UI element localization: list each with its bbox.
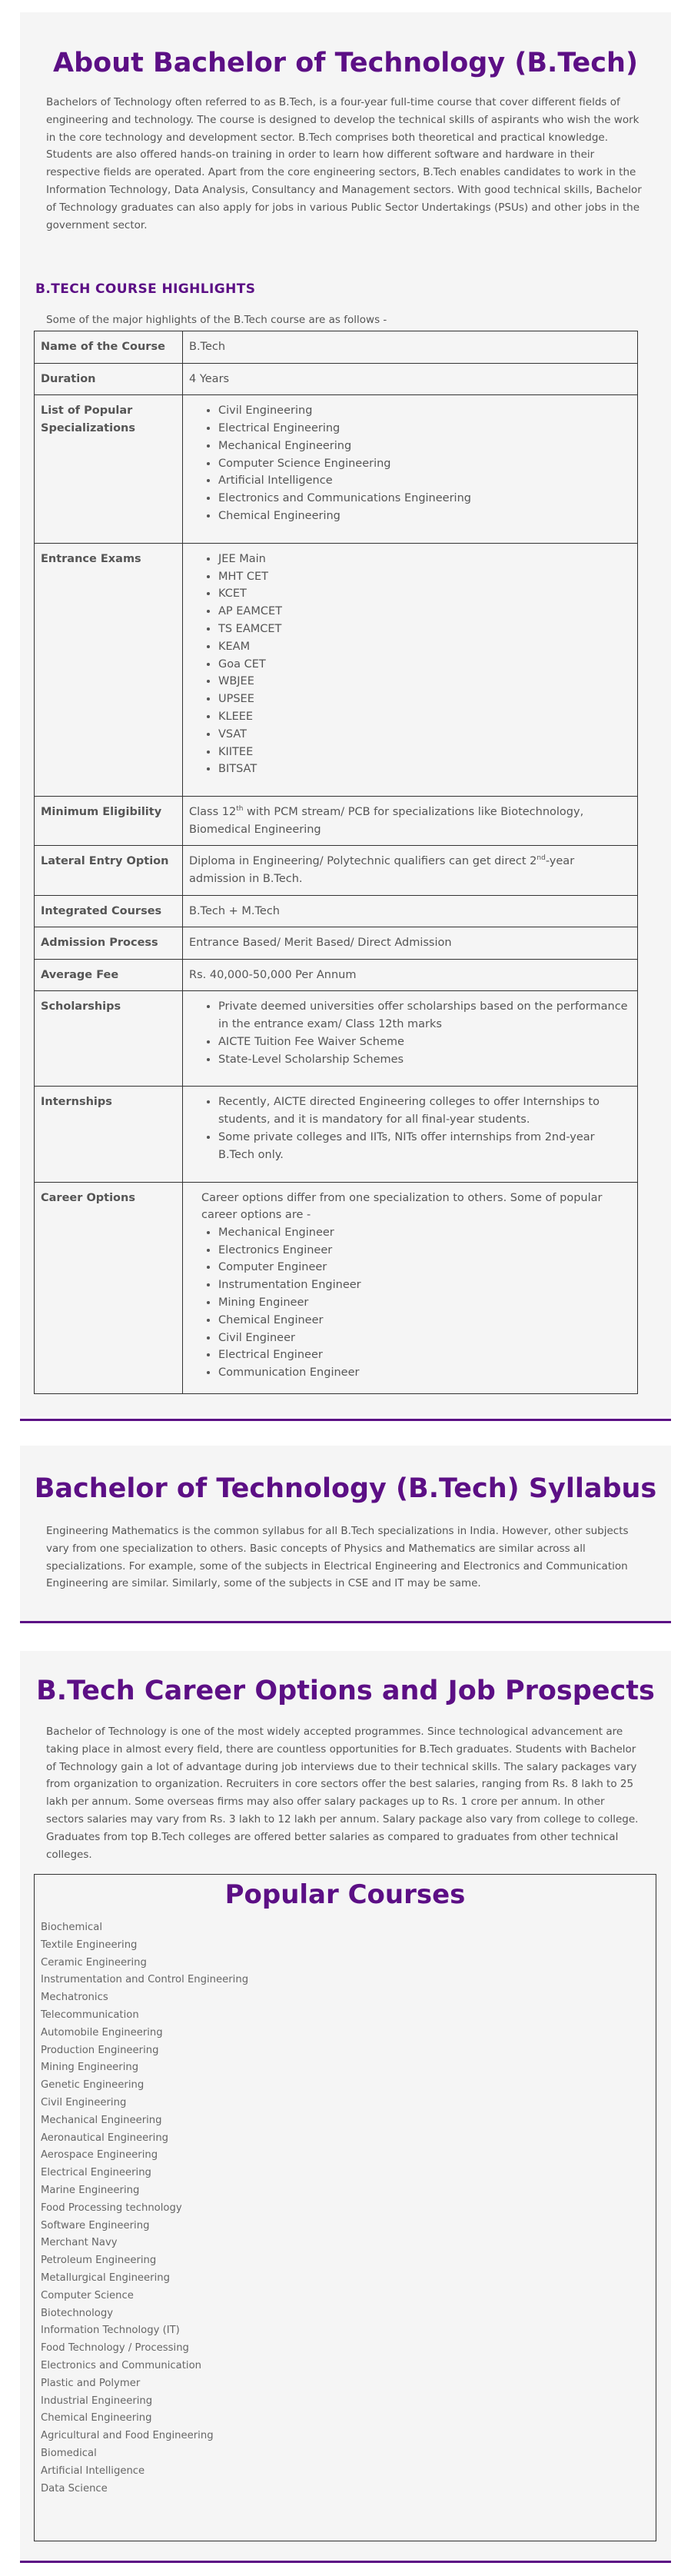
row-value-entrance-exams: [183, 543, 638, 796]
list-item: • Electrical Engineer: [218, 1346, 631, 1364]
table-row: [35, 846, 638, 895]
course-link[interactable]: Ceramic Engineering: [41, 1956, 147, 1969]
table-row: [35, 991, 638, 1087]
course-link[interactable]: Mechatronics: [41, 1992, 108, 2004]
course-link[interactable]: Instrumentation and Control Engineering: [41, 1974, 249, 1986]
list-item: • JEE Main: [218, 551, 631, 568]
course-link[interactable]: Textile Engineering: [41, 1939, 138, 1951]
list-item: • Some private colleges and IITs, NITs offer internships from 2nd-year B.Tech only.: [218, 1129, 631, 1164]
list-item: • TS EAMCET: [218, 621, 631, 638]
row-value-eligibility: [183, 797, 638, 846]
course-link[interactable]: Food Technology / Processing: [41, 2342, 189, 2355]
about-title: About Bachelor of Technology (B.Tech): [53, 48, 638, 78]
row-label-entrance-exams: Entrance Exams: [35, 543, 183, 796]
row-label-integrated: Integrated Courses: [35, 895, 183, 927]
list-item: • Electronics Engineer: [218, 1242, 631, 1260]
table-row: [35, 1182, 638, 1393]
row-label-scholarships: Scholarships: [35, 991, 183, 1087]
list-item: • MHT CET: [218, 568, 631, 586]
course-link[interactable]: Mechanical Engineering: [41, 2114, 162, 2126]
course-link[interactable]: Marine Engineering: [41, 2184, 140, 2196]
internships-list: [189, 1093, 631, 1163]
course-link[interactable]: Merchant Navy: [41, 2237, 118, 2249]
course-link[interactable]: Automobile Engineering: [41, 2026, 163, 2039]
course-link[interactable]: Food Processing technology: [41, 2202, 182, 2214]
list-item: • KIITEE: [218, 744, 631, 761]
course-link[interactable]: Industrial Engineering: [41, 2395, 153, 2407]
section-divider: [20, 2561, 671, 2563]
row-value-career-options: [183, 1182, 638, 1393]
table-row: [35, 797, 638, 846]
list-item: • Civil Engineering: [218, 402, 631, 420]
list-item: • Mining Engineer: [218, 1294, 631, 1312]
list-item: • Instrumentation Engineer: [218, 1276, 631, 1294]
row-value-fee: Rs. 40,000-50,000 Per Annum: [183, 959, 638, 991]
row-value-course-name: B.Tech: [183, 331, 638, 364]
popular-courses-box: [34, 1874, 656, 2541]
section-divider: [20, 1419, 671, 1421]
lateral-text-b: -year admission in B.Tech.: [189, 855, 575, 885]
list-item: • Civil Engineer: [218, 1330, 631, 1347]
course-link[interactable]: Information Technology (IT): [41, 2325, 180, 2337]
course-link[interactable]: Production Engineering: [41, 2044, 159, 2056]
row-value-scholarships: [183, 991, 638, 1087]
syllabus-paragraph: Engineering Mathematics is the common syllabus for all B.Tech specializations in India. However, other subjects vary from one specialization to others. Basic concepts of Physics and Mathematics are similar across all specializations. For example, some of the subjects in Electrical Engineering and Electronics and Communication Engineering are similar. Similarly, some of the subjects in CSE and IT may be same.: [46, 1525, 629, 1590]
course-link[interactable]: Biochemical: [41, 1922, 103, 1933]
scholarships-list: [189, 998, 631, 1068]
course-link[interactable]: Aeronautical Engineering: [41, 2132, 169, 2144]
row-value-integrated: B.Tech + M.Tech: [183, 895, 638, 927]
row-label-career-options: Career Options: [35, 1182, 183, 1393]
table-row: [35, 331, 638, 364]
list-item: • Goa CET: [218, 656, 631, 674]
list-item: • Computer Engineer: [218, 1259, 631, 1276]
list-item: • Electronics and Communications Engineering: [218, 490, 631, 508]
popular-courses-list: [35, 1919, 656, 2498]
career-intro: Career options differ from one specialization to others. Some of popular career options are -: [201, 1191, 603, 1222]
row-label-internships: Internships: [35, 1087, 183, 1182]
table-row: [35, 895, 638, 927]
table-row: [35, 363, 638, 395]
highlights-intro: Some of the major highlights of the B.Tech course are as follows -: [46, 314, 387, 326]
row-label-eligibility: Minimum Eligibility: [35, 797, 183, 846]
row-value-admission: Entrance Based/ Merit Based/ Direct Admission: [183, 927, 638, 960]
list-item: • WBJEE: [218, 673, 631, 691]
course-link[interactable]: Biomedical: [41, 2447, 97, 2459]
exams-list: [189, 551, 631, 778]
popular-courses-title: Popular Courses: [224, 1879, 466, 1910]
course-link[interactable]: Computer Science: [41, 2289, 134, 2301]
eligibility-text-b: with PCM stream/ PCB for specializations like Biotechnology, Biomedical Engineering: [189, 806, 584, 836]
course-link[interactable]: Software Engineering: [41, 2219, 150, 2232]
row-value-internships: [183, 1087, 638, 1182]
course-link[interactable]: Telecommunication: [41, 2009, 139, 2021]
course-link[interactable]: Aerospace Engineering: [41, 2149, 158, 2162]
row-label-course-name: Name of the Course: [35, 331, 183, 364]
course-link[interactable]: Civil Engineering: [41, 2096, 127, 2108]
about-section: [20, 12, 671, 1416]
course-link[interactable]: Agricultural and Food Engineering: [41, 2430, 214, 2442]
specializations-list: [189, 402, 631, 525]
career-title: B.Tech Career Options and Job Prospects: [36, 1676, 655, 1706]
syllabus-section: [20, 1446, 671, 1621]
lateral-sup: nd: [537, 854, 546, 863]
course-link[interactable]: Data Science: [41, 2482, 108, 2494]
list-item: • Computer Science Engineering: [218, 455, 631, 473]
list-item: • BITSAT: [218, 760, 631, 778]
course-link[interactable]: Plastic and Polymer: [41, 2377, 141, 2389]
list-item: • VSAT: [218, 726, 631, 744]
row-value-lateral-entry: [183, 846, 638, 895]
section-divider: [20, 1621, 671, 1623]
row-label-lateral-entry: Lateral Entry Option: [35, 846, 183, 895]
list-item: • AP EAMCET: [218, 603, 631, 621]
list-item: • Recently, AICTE directed Engineering colleges to offer Internships to students, and it is mandatory for all final-year students.: [218, 1093, 631, 1129]
table-row: [35, 395, 638, 544]
row-label-specializations: List of Popular Specializations: [35, 395, 183, 544]
course-link[interactable]: Metallurgical Engineering: [41, 2271, 170, 2284]
list-item: • State-Level Scholarship Schemes: [218, 1051, 631, 1069]
eligibility-sup: th: [236, 805, 244, 814]
list-item: • Chemical Engineer: [218, 1312, 631, 1330]
list-item: • Private deemed universities offer scholarships based on the performance in the entrance exam/ Class 12th marks: [218, 998, 631, 1033]
course-link[interactable]: Artificial Intelligence: [41, 2465, 145, 2477]
list-item: • Mechanical Engineer: [218, 1224, 631, 1242]
list-item: • Electrical Engineering: [218, 420, 631, 438]
course-link[interactable]: Electrical Engineering: [41, 2167, 151, 2179]
career-section: [20, 1651, 671, 2561]
career-paragraph: Bachelor of Technology is one of the most widely accepted programmes. Since technological advancement are taking place in almost every field, there are countless opportunities for B.Tech graduates. Students with Bachelor of Technology gain a lot of advantage during job interviews due to their technical skills. The salary packages vary from organization to organization. Recruiters in core sectors offer the best salaries, ranging from Rs. 8 lakh to 25 lakh per annum. Some overseas firms may also offer salary packages up to Rs. 1 crore per annum. In other sectors salaries may vary from Rs. 3 lakh to 12 lakh per annum. Salary package also vary from college to college. Graduates from top B.Tech colleges are offered better salaries as compared to graduates from other technical colleges.: [46, 1726, 639, 1861]
course-link[interactable]: Chemical Engineering: [41, 2412, 152, 2425]
list-item: • KLEEE: [218, 708, 631, 726]
list-item: • KCET: [218, 585, 631, 603]
row-label-admission: Admission Process: [35, 927, 183, 960]
table-row: [35, 927, 638, 960]
list-item: • UPSEE: [218, 691, 631, 708]
list-item: • Mechanical Engineering: [218, 438, 631, 455]
highlights-table: [34, 331, 638, 1394]
row-value-duration: 4 Years: [183, 363, 638, 395]
course-link[interactable]: Electronics and Communication: [41, 2359, 202, 2371]
highlights-heading: B.TECH COURSE HIGHLIGHTS: [35, 281, 256, 297]
course-link[interactable]: Genetic Engineering: [41, 2079, 145, 2092]
table-row: [35, 1087, 638, 1182]
course-link[interactable]: Petroleum Engineering: [41, 2255, 157, 2267]
careers-list: [189, 1224, 631, 1382]
list-item: • KEAM: [218, 638, 631, 656]
row-label-fee: Average Fee: [35, 959, 183, 991]
course-link[interactable]: Biotechnology: [41, 2307, 114, 2319]
row-label-duration: Duration: [35, 363, 183, 395]
list-item: • Communication Engineer: [218, 1364, 631, 1382]
eligibility-text-a: Class 12: [189, 806, 237, 819]
list-item: • Artificial Intelligence: [218, 472, 631, 490]
row-value-specializations: [183, 395, 638, 544]
course-link[interactable]: Mining Engineering: [41, 2062, 139, 2074]
about-paragraph: Bachelors of Technology often referred to as B.Tech, is a four-year full-time course that cover different fields of engineering and technology. The course is designed to develop the technical skills of aspirants who wish the work in the core technology and development sector. B.Tech comprises both theoretical and practical knowledge. Students are also offered hands-on training in order to learn how different software and hardware in their respective fields are operated. Apart from the core engineering sectors, B.Tech enables candidates to work in the Information Technology, Data Analysis, Consultancy and Management sectors. With good technical skills, Bachelor of Technology graduates can also apply for jobs in various Public Sector Undertakings (PSUs) and other jobs in the government sector.: [46, 96, 642, 231]
table-row: [35, 959, 638, 991]
table-row: [35, 543, 638, 796]
syllabus-title: Bachelor of Technology (B.Tech) Syllabus: [34, 1473, 657, 1504]
list-item: • AICTE Tuition Fee Waiver Scheme: [218, 1033, 631, 1051]
list-item: • Chemical Engineering: [218, 508, 631, 525]
lateral-text-a: Diploma in Engineering/ Polytechnic qualifiers can get direct 2: [189, 855, 537, 868]
